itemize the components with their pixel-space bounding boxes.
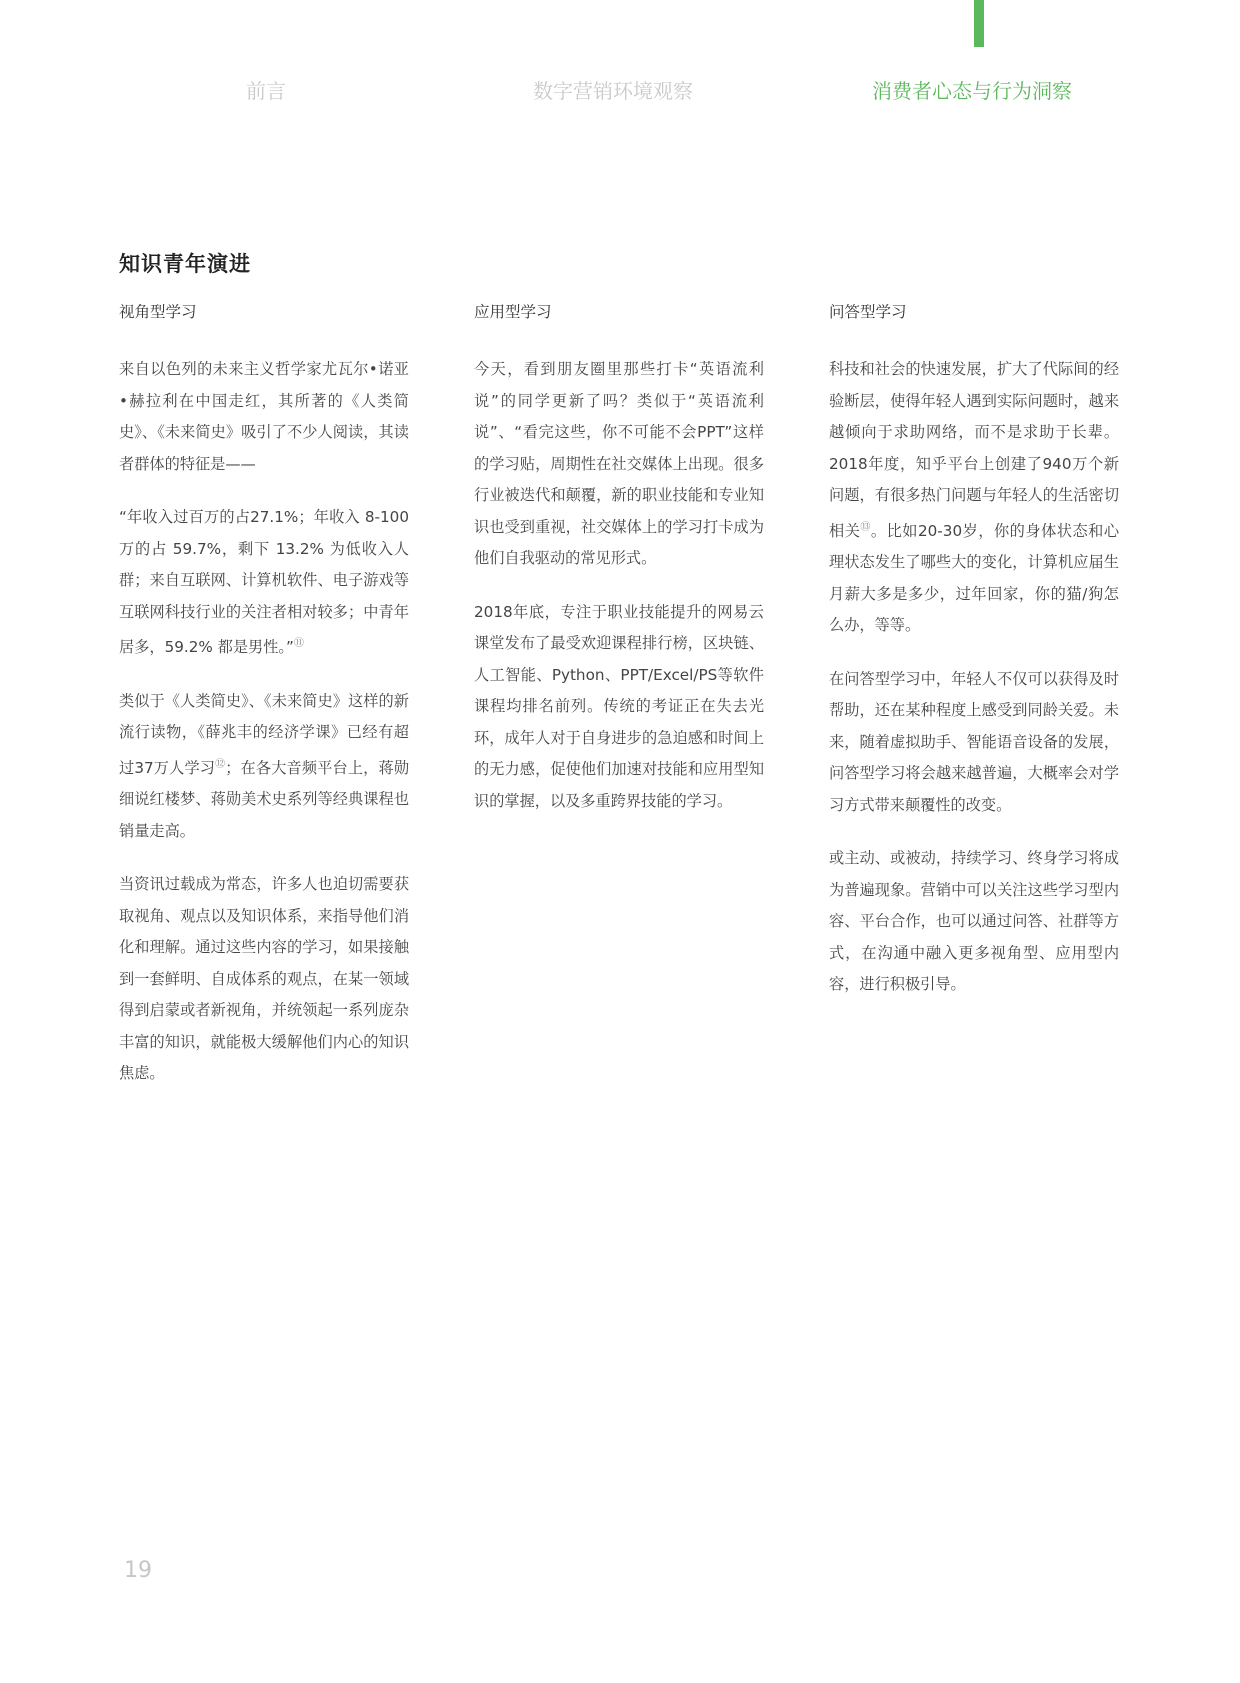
nav-item-digital-marketing[interactable]: 数字营销环境观察 (533, 79, 693, 103)
section-title: 知识青年演进 (119, 252, 251, 276)
paragraph: 2018年底，专注于职业技能提升的网易云课堂发布了最受欢迎课程排行榜，区块链、人工智能、Python、PPT/Excel/PS等软件课程均排名前列。传统的考证正在失去光环，成年人对于自身进步的急迫感和时间上的无力感，促使他们加速对技能和应用型知识的掌握，以及多重跨界技能的学习。 (474, 602, 764, 810)
page-number: 19 (124, 1558, 152, 1583)
paragraph: 在问答型学习中，年轻人不仅可以获得及时帮助，还在某种程度上感受到同龄关爱。未来，随着虚拟助手、智能语音设备的发展，问答型学习将会越来越普遍，大概率会对学习方式带来颠覆性的改变。 (829, 669, 1119, 814)
paragraph (829, 354, 1119, 642)
paragraph-text: 类似于《人类简史》、《未来简史》这样的新流行读物，《薛兆丰的经济学课》已经有超过37万人学习 (119, 691, 409, 777)
column-title: 应用型学习 (474, 303, 552, 321)
paragraph-text: ；在各大音频平台上，蒋勋细说红楼梦、蒋勋美术史系列等经典课程也销量走高。 (119, 758, 410, 840)
nav-item-preface[interactable]: 前言 (246, 79, 286, 103)
paragraph (119, 686, 409, 848)
paragraph-text: 。比如20-30岁，你的身体状态和心理状态发生了哪些大的变化，计算机应届生月薪大多是多少，过年回家，你的猫/狗怎么办，等等。 (829, 521, 1120, 635)
column-title: 问答型学习 (829, 303, 907, 321)
nav-item-consumer-insight[interactable]: 消费者心态与行为洞察 (872, 79, 1072, 103)
column-applied-learning (474, 302, 764, 839)
paragraph: 或主动、或被动，持续学习、终身学习将成为普遍现象。营销中可以关注这些学习型内容、平台合作，也可以通过问答、社群等方式，在沟通中融入更多视角型、应用型内容，进行积极引导。 (829, 849, 1119, 994)
paragraph-text: “年收入过百万的占27.1%；年收入 8-100万的占 59.7%，剩下 13.2% 为低收入人群；来自互联网、计算机软件、电子游戏等互联网科技行业的关注者相对较多；中青年居多，59.2% 都是男性。” (119, 508, 409, 657)
paragraph (119, 502, 409, 664)
column-perspective-learning (119, 302, 409, 1112)
column-qa-learning (829, 302, 1119, 1023)
footnote-marker: ⑬ (860, 521, 871, 533)
paragraph: 今天，看到朋友圈里那些打卡“英语流利说”的同学更新了吗？类似于“英语流利说”、“看完这些，你不可能不会PPT”这样的学习贴，周期性在社交媒体上出现。很多行业被迭代和颠覆，新的职业技能和专业知识也受到重视，社交媒体上的学习打卡成为他们自我驱动的常见形式。 (474, 360, 764, 567)
section-marker (974, 0, 984, 47)
column-title: 视角型学习 (119, 303, 197, 321)
paragraph: 来自以色列的未来主义哲学家尤瓦尔•诺亚•赫拉利在中国走红，其所著的《人类简史》、《未来简史》吸引了不少人阅读，其读者群体的特征是—— (119, 360, 409, 473)
paragraph: 当资讯过载成为常态，许多人也迫切需要获取视角、观点以及知识体系，来指导他们消化和理解。通过这些内容的学习，如果接触到一套鲜明、自成体系的观点，在某一领域得到启蒙或者新视角，并统领起一系列庞杂丰富的知识，就能极大缓解他们内心的知识焦虑。 (119, 875, 409, 1083)
paragraph-text: 科技和社会的快速发展，扩大了代际间的经验断层，使得年轻人遇到实际问题时，越来越倾向于求助网络，而不是求助于长辈。2018年度，知乎平台上创建了940万个新问题，有很多热门问题与年轻人的生活密切相关 (829, 360, 1119, 540)
footnote-marker: ⑫ (215, 758, 226, 770)
footnote-marker: ⑪ (293, 638, 304, 649)
chapter-nav (0, 78, 1240, 108)
